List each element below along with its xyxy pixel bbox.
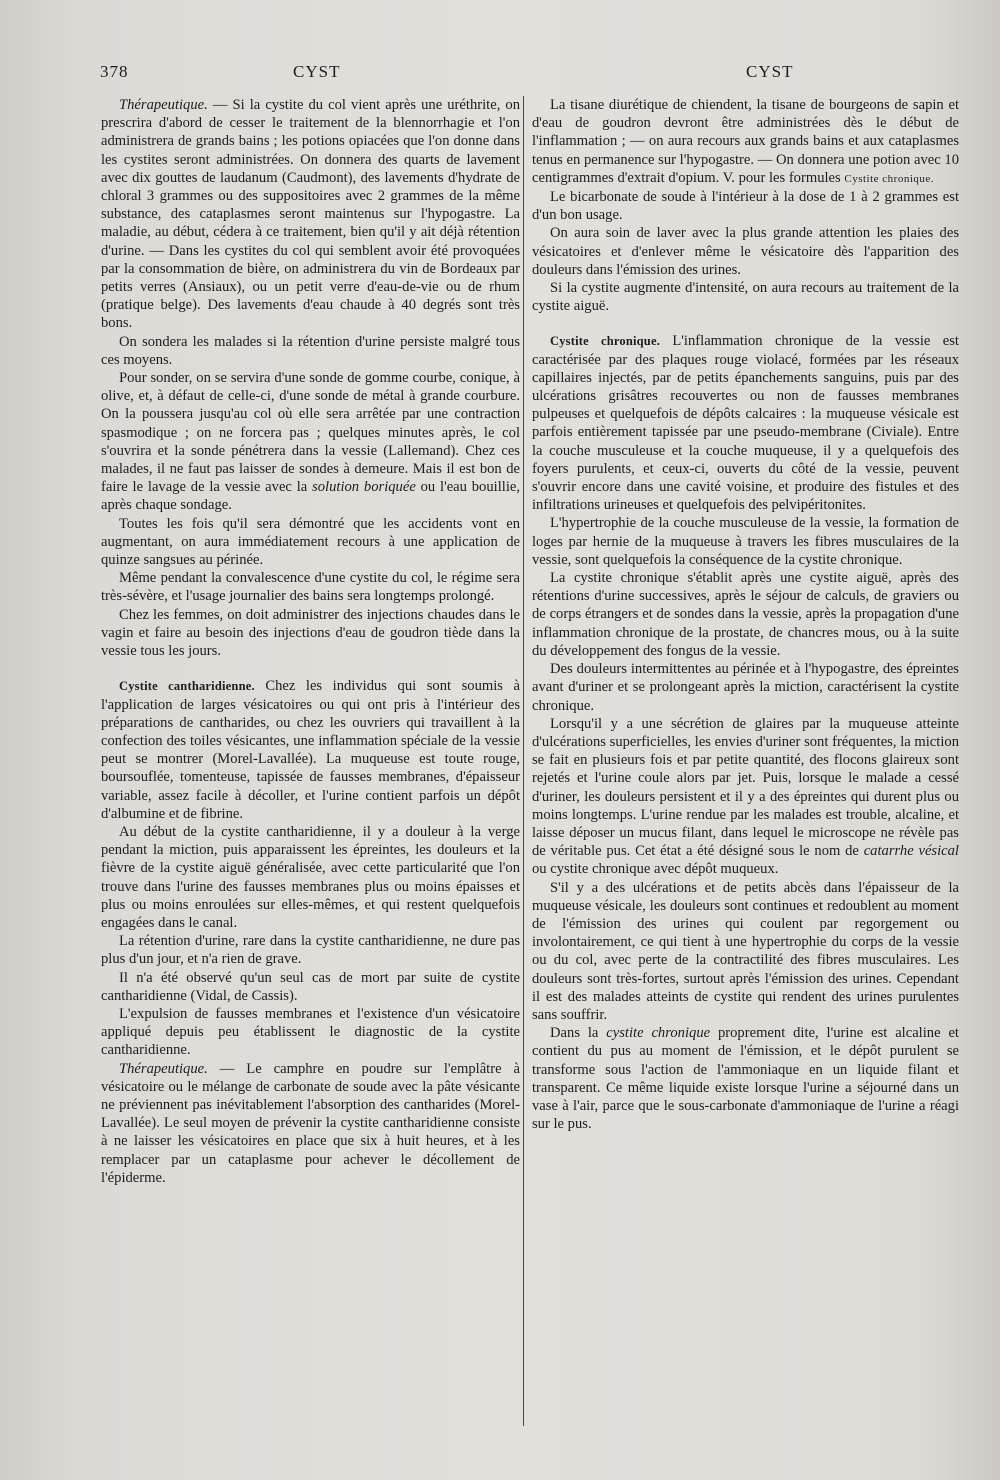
paragraph: [532, 1024, 959, 1133]
paragraph-text: ou l'eau bouillie, après chaque sondage.: [101, 479, 520, 514]
paragraph-text: Pour sonder, on se servira d'une sonde de gomme courbe, conique, à olive, et, à défaut de celle-ci, d'une sonde de métal à grande courbure. On la poussera jusqu'au col où elle sera arrêtée par une contraction spasmodique ; on ne forcera pas ; quelques minutes après, le col s'ouvrira et la sonde pénétrera dans la vessie (Lallemand). Chez ces malades, il ne faut pas laisser de sondes à demeure. Mais il est bon de faire le lavage de la vessie avec la: [101, 370, 520, 496]
italic-term: catarrhe vésical: [863, 843, 959, 860]
paragraph-text: La rétention d'urine, rare dans la cystite cantharidienne, ne dure pas plus d'un jour, et n'a rien de grave.: [101, 933, 520, 968]
paragraph-text: L'inflammation chronique de la vessie est caractérisée par des plaques rouge violacé, formées par les réseaux capillaires injectés, par de petits épanchements sanguins, puis par des ulcérations grisâtres recouvertes ou non de fausses membranes pulpeuses et quelquefois de dépôts calcaires : la muqueuse vésicale est parfois entièrement tapissée par une pseudo-membrane (Civiale). Entre la couche musculeuse et la couche muqueuse, il y a quelquefois des foyers purulents, et ceux-ci, ouverts du côté de la vessie, peuvent s'ouvrir encore dans une cavité voisine, et produire des fistules et des infiltrations urineuses et quelquefois des pelvipéritonites.: [532, 333, 959, 514]
paragraph-text: Dans la: [550, 1025, 607, 1042]
paragraph: [101, 569, 520, 605]
paragraph: [101, 932, 520, 968]
paragraph-text: Même pendant la convalescence d'une cystite du col, le régime sera très-sévère, et l'usage journalier des bains sera longtemps prolongé.: [101, 570, 520, 605]
paragraph-text: proprement dite, l'urine est alcaline et contient du pus au moment de l'émission, et le dépôt purulent se transforme sous l'action de l'ammoniaque en un liquide filant et transparent. Ce même liquide existe lorsque l'urine a séjourné dans un vase à l'air, parce que le sous-carbonate d'ammoniaque de l'urine a réagi sur le pus.: [532, 1025, 959, 1133]
paragraph: [101, 333, 520, 369]
paragraph: [101, 1005, 520, 1060]
paragraph: [532, 660, 959, 715]
paragraph-text: On sondera les malades si la rétention d'urine persiste malgré tous ces moyens.: [101, 333, 520, 368]
paragraph-text: L'hypertrophie de la couche musculeuse de la vessie, la formation de loges par hernie de la muqueuse à travers les fibres musculaires de la vessie, sont quelquefois la conséquence de la cystite chronique.: [532, 515, 959, 568]
column-divider: [523, 96, 524, 1426]
paragraph-text: — Le camphre en poudre sur l'emplâtre à vésicatoire ou le mélange de carbonate de soude avec la pâte vésicante ne préviennent pas inévitablement l'absorption des cantharides (Morel-Lavallée). Le seul moyen de prévenir la cystite cantharidienne consiste à ne laisser les vésicatoires en place que six à huit heures, et à les remplacer par un cataplasme pour achever le décollement de l'épiderme.: [101, 1060, 520, 1186]
paragraph-sonde: [101, 369, 520, 515]
paragraph-text: On aura soin de laver avec la plus grande attention les plaies des vésicatoires et d'enlever même le vésicatoire dès l'apparition des douleurs dans l'émission des urines.: [532, 225, 959, 278]
lead-term: Thérapeutique.: [119, 97, 208, 113]
paragraph-text: Lorsqu'il y a une sécrétion de glaires par la muqueuse atteinte d'ulcérations superficielles, les envies d'uriner sont fréquentes, la miction se fait en plusieurs fois et par petite quantité, des flocons glaireux sont rejetés et l'urine coule alors par jet. Puis, lorsque le malade a cessé d'uriner, les douleurs persistent et il y a des épreintes qui durent plus ou moins longtemps. L'urine rendue par les malades est trouble, alcaline, et laisse déposer un mucus filant, dans lequel le microscope ne révèle pas de véritable pus. Cet état a été désigné sous le nom de: [532, 715, 959, 860]
paragraph-text: Il n'a été observé qu'un seul cas de mort par suite de cystite cantharidienne (Vidal, de Cassis).: [101, 969, 520, 1004]
paragraph: [101, 606, 520, 661]
paragraph-text: Chez les individus qui sont soumis à l'application de larges vésicatoires ou qui ont pris à l'intérieur des préparations de cantharides, ou chez les ouvriers qui travaillent à la confection des toiles vésicantes, une inflammation spéciale de la vessie peut se montrer (Morel-Lavallée). La muqueuse est toute rouge, boursouflée, tomenteuse, tapissée de fausses membranes, d'épaisseur variable, assez facile à décoller, et l'urine contient parfois un dépôt d'albumine et de fibrine.: [101, 678, 520, 822]
paragraph-text: La tisane diurétique de chiendent, la tisane de bourgeons de sapin et d'eau de goudron devront être administrées dès le début de l'inflammation ; — on aura recours aux grands bains et aux cataplasmes tenus en permanence sur l'hypogastre. — On donnera une potion avec 10 centigrammes d'extrait d'opium. V. pour les formules: [532, 97, 959, 186]
paragraph: [101, 515, 520, 570]
paragraph: [532, 279, 959, 315]
paragraph-text: La cystite chronique s'établit après une cystite aiguë, après des rétentions d'urine successives, après le séjour de calculs, de graviers ou de corps étrangers et de sondes dans la vessie, après la propagation d'une inflammation chronique de la prostate, de chancres mous, ou à la suite du développement des fongus de la vessie.: [532, 570, 959, 659]
paragraph: [532, 188, 959, 224]
paragraph-text: Au début de la cystite cantharidienne, il y a douleur à la verge pendant la miction, puis apparaissent les épreintes, les douleurs et la fièvre de la cystite aiguë généralisée, avec cette particularité que l'on trouve dans l'urine des fausses membranes plus ou moins épaisses et plus ou moins enroulées sur elles-mêmes, et qui restent quelquefois engagées dans le canal.: [101, 823, 520, 931]
section-heading: Cystite chronique.: [550, 334, 661, 349]
lead-term: Thérapeutique.: [119, 1060, 208, 1077]
paragraph-text: Des douleurs intermittentes au périnée et à l'hypogastre, des épreintes avant d'uriner et se prolongeant après la miction, caractérisent la cystite chronique.: [532, 661, 959, 714]
paragraph-text: Le bicarbonate de soude à l'intérieur à la dose de 1 à 2 grammes est d'un bon usage.: [532, 189, 959, 224]
paragraph-text: Toutes les fois qu'il sera démontré que les accidents vont en augmentant, on aura immédiatement recours à une application de quinze sangsues au périnée.: [101, 515, 520, 569]
running-header-left: CYST: [293, 62, 341, 81]
paragraph: [101, 823, 520, 932]
page-number: 378: [100, 62, 129, 81]
paragraph-text: Si la cystite augmente d'intensité, on aura recours au traitement de la cystite aiguë.: [532, 280, 959, 315]
paragraph: [532, 224, 959, 279]
italic-term: solution boriquée: [312, 479, 416, 496]
section-cystite-chronique: [532, 332, 959, 514]
paragraph-text: Chez les femmes, on doit administrer des injections chaudes dans le vagin et faire au besoin des injections d'eau de goudron tiède dans la vessie tous les jours.: [101, 606, 520, 660]
paragraph-text: L'expulsion de fausses membranes et l'existence d'un vésicatoire appliqué depuis peu établissent le diagnostic de la cystite cantharidienne.: [101, 1005, 520, 1059]
paragraph: [101, 969, 520, 1005]
paragraph-therapeutique-col: [101, 96, 520, 333]
paragraph-text: ou cystite chronique avec dépôt muqueux.: [532, 861, 779, 878]
paragraph-text: S'il y a des ulcérations et de petits abcès dans l'épaisseur de la muqueuse vésicale, les douleurs sont continues et redoublent au moment de l'émission des urines qui coulent par regorgement ou involontairement, ce qui tient à une hypertrophie du corps de la vessie ou du col, avec perte de la contractilité des fibres musculaires. Les douleurs sont très-fortes, surtout après l'émission des urines. Cependant il est des malades atteints de cystite qui rendent des urines purulentes sans souffrir.: [532, 879, 959, 1023]
left-column: [101, 96, 520, 1187]
paragraph: [532, 96, 959, 188]
cross-reference: Cystite chronique.: [844, 172, 935, 185]
paragraph: [532, 715, 959, 879]
section-heading: Cystite cantharidienne.: [119, 679, 255, 694]
paragraph: [532, 514, 959, 569]
paragraph-text: — Si la cystite du col vient après une uréthrite, on prescrira d'abord de cesser le traitement de la blennorrhagie et l'on administrera de grands bains ; les potions opiacées que l'on donne dans les cystites seront administrées. On donnera des quarts de lavement avec dix gouttes de laudanum (Caudmont), des lavements d'hydrate de chloral 3 grammes ou des suppositoires avec 2 grammes de la même substance, des cataplasmes seront maintenus sur l'hypogastre. La maladie, au début, cédera à ce traitement, bien qu'il y ait déjà rétention d'urine. — Dans les cystites du col qui semblent avoir été provoquées par la consommation de bière, on administrera du vin de Bordeaux par petits verres (Ansiaux), ou un petit verre d'eau-de-vie ou de rhum (pratique belge). Des lavements d'eau chaude à 40 degrés sont très bons.: [101, 97, 520, 332]
paragraph-therapeutique-cantharidienne: [101, 1060, 520, 1187]
paragraph: [532, 569, 959, 660]
right-column: [532, 96, 959, 1133]
section-cystite-cantharidienne: [101, 677, 520, 823]
italic-term: cystite chronique: [606, 1025, 711, 1042]
paragraph: [532, 879, 959, 1025]
running-header-right: CYST: [746, 62, 794, 81]
